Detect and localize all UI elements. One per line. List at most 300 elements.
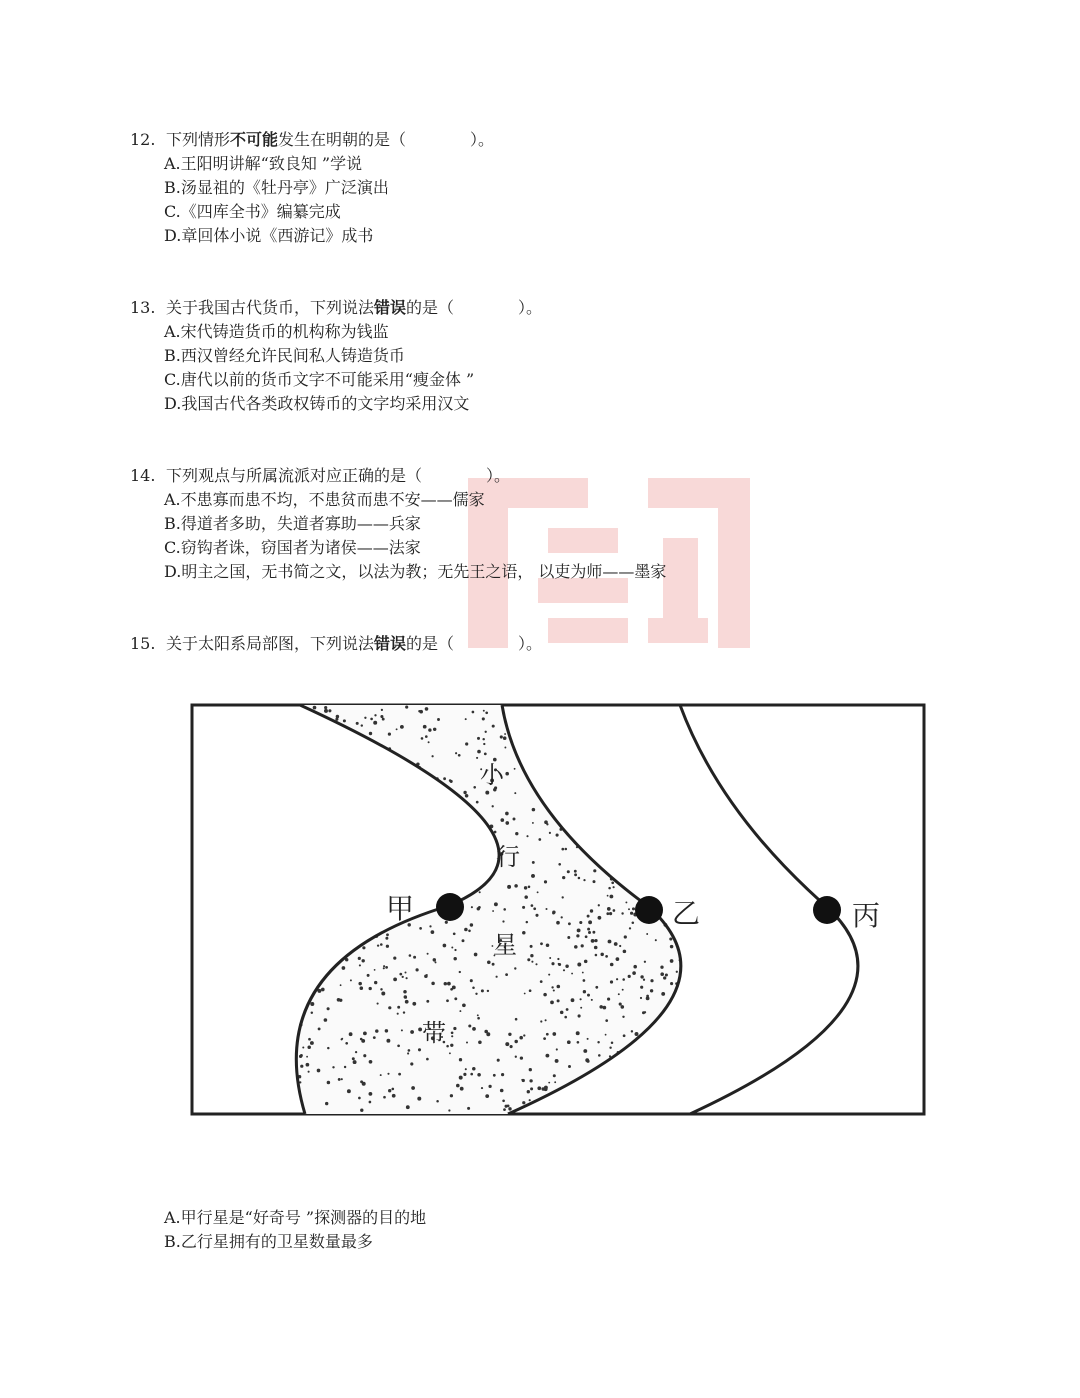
- asteroid-dot: [567, 936, 570, 939]
- asteroid-dot: [382, 718, 385, 721]
- asteroid-dot: [465, 1068, 467, 1070]
- asteroid-dot: [373, 1036, 376, 1039]
- planet-yi: [635, 896, 663, 924]
- asteroid-dot: [337, 998, 341, 1002]
- asteroid-dot: [392, 1094, 396, 1098]
- asteroid-dot: [373, 721, 377, 725]
- emphasis: 错误: [374, 634, 407, 653]
- asteroid-dot: [500, 818, 504, 822]
- asteroid-dot: [327, 1047, 329, 1049]
- asteroid-dot: [565, 965, 568, 968]
- asteroid-dot: [507, 885, 511, 889]
- asteroid-dot: [453, 1027, 456, 1030]
- asteroid-dot: [321, 988, 325, 992]
- asteroid-dot: [562, 876, 565, 879]
- asteroid-dot: [614, 942, 618, 946]
- asteroid-dot: [676, 971, 678, 973]
- asteroid-dot: [324, 709, 328, 713]
- asteroid-dot: [646, 933, 648, 935]
- asteroid-dot: [540, 1020, 542, 1022]
- asteroid-dot: [487, 990, 489, 992]
- asteroid-dot: [473, 786, 476, 789]
- asteroid-dot: [587, 1038, 589, 1040]
- option-c: C.窃钩者诛，窃国者为诸侯——法家: [164, 538, 421, 557]
- asteroid-dot: [388, 1089, 391, 1092]
- asteroid-dot: [470, 1073, 473, 1076]
- asteroid-dot: [407, 1052, 409, 1054]
- question-stem: 13. 关于我国古代货币，下列说法错误的是（ ）。: [130, 296, 542, 320]
- asteroid-dot: [538, 838, 541, 841]
- asteroid-dot: [665, 973, 668, 976]
- asteroid-dot: [358, 1097, 361, 1100]
- asteroid-dot: [485, 731, 487, 733]
- asteroid-dot: [528, 886, 531, 889]
- asteroid-dot: [522, 906, 525, 909]
- asteroid-dot: [405, 1000, 409, 1004]
- asteroid-dot: [470, 979, 473, 982]
- asteroid-dot: [369, 1101, 372, 1104]
- asteroid-dot: [632, 971, 636, 975]
- asteroid-dot: [466, 1042, 468, 1044]
- asteroid-dot: [355, 1051, 357, 1053]
- asteroid-dot: [590, 909, 593, 912]
- asteroid-dot: [635, 1032, 639, 1036]
- asteroid-dot: [610, 963, 614, 967]
- asteroid-dot: [593, 880, 596, 883]
- option-a: A.王阳明讲解“致良知 ”学说: [164, 154, 363, 173]
- asteroid-dot: [549, 832, 551, 834]
- asteroid-dot: [578, 877, 581, 880]
- asteroid-dot: [468, 930, 471, 933]
- asteroid-dot: [544, 1086, 548, 1090]
- asteroid-dot: [633, 965, 637, 969]
- asteroid-dot: [360, 1109, 363, 1112]
- asteroid-dot: [505, 1042, 509, 1046]
- asteroid-dot: [660, 966, 663, 969]
- asteroid-dot: [527, 958, 530, 961]
- asteroid-dot: [478, 906, 481, 909]
- asteroid-dot: [503, 1108, 506, 1111]
- asteroid-dot: [618, 993, 620, 995]
- asteroid-dot: [527, 1090, 530, 1093]
- asteroid-dot: [609, 912, 612, 915]
- asteroid-dot: [607, 998, 610, 1001]
- asteroid-dot: [543, 993, 547, 997]
- asteroid-dot: [388, 733, 391, 736]
- asteroid-dot: [598, 904, 600, 906]
- asteroid-dot: [400, 725, 404, 729]
- asteroid-dot: [558, 963, 560, 965]
- asteroid-dot: [347, 1089, 351, 1093]
- asteroid-dot: [358, 957, 361, 960]
- asteroid-dot: [607, 907, 611, 911]
- asteroid-dot: [377, 1003, 379, 1005]
- option-a: A.不患寡而患不均，不患贫而患不安——儒家: [164, 490, 485, 509]
- asteroid-dot: [362, 959, 365, 962]
- asteroid-dot: [510, 1045, 513, 1048]
- asteroid-dot: [405, 706, 408, 709]
- asteroid-dot: [492, 910, 494, 912]
- asteroid-dot: [367, 974, 370, 977]
- asteroid-dot: [327, 1081, 331, 1085]
- asteroid-dot: [486, 1032, 490, 1036]
- asteroid-dot: [551, 962, 554, 965]
- asteroid-dot: [374, 714, 376, 716]
- asteroid-dot: [503, 736, 507, 740]
- asteroid-dot: [445, 921, 448, 924]
- asteroid-dot: [398, 1073, 401, 1076]
- asteroid-dot: [450, 1044, 453, 1047]
- asteroid-dot: [578, 1014, 581, 1017]
- asteroid-dot: [361, 1039, 365, 1043]
- asteroid-dot: [356, 722, 359, 725]
- asteroid-dot: [369, 987, 372, 990]
- asteroid-dot: [529, 1079, 532, 1082]
- asteroid-dot: [406, 977, 408, 979]
- asteroid-dot: [632, 907, 635, 910]
- asteroid-dot: [429, 925, 431, 927]
- asteroid-dot: [670, 945, 673, 948]
- question-15-options: [130, 1206, 426, 1254]
- asteroid-dot: [583, 979, 586, 982]
- option-d: D.明主之国，无书简之文，以法为教；无先王之语， 以吏为师——墨家: [164, 562, 667, 581]
- asteroid-dot: [401, 1029, 403, 1031]
- asteroid-dot: [546, 943, 550, 947]
- asteroid-dot: [341, 1078, 343, 1080]
- asteroid-dot: [332, 1066, 334, 1068]
- asteroid-dot: [448, 1109, 450, 1111]
- asteroid-dot: [425, 707, 429, 711]
- asteroid-dot: [567, 1040, 571, 1044]
- asteroid-dot: [545, 908, 547, 910]
- asteroid-dot: [344, 1066, 346, 1068]
- asteroid-dot: [471, 906, 473, 908]
- asteroid-dot: [610, 980, 613, 983]
- planet-bing: [813, 896, 841, 924]
- asteroid-dot: [558, 863, 561, 866]
- asteroid-dot: [308, 1038, 311, 1041]
- asteroid-dot: [523, 1034, 525, 1036]
- asteroid-dot: [581, 944, 584, 947]
- asteroid-dot: [450, 1094, 453, 1097]
- asteroid-dot: [504, 747, 506, 749]
- asteroid-dot: [524, 895, 528, 899]
- asteroid-dot: [436, 1100, 439, 1103]
- option-d: D.章回体小说《西游记》成书: [164, 226, 374, 245]
- asteroid-dot: [443, 944, 447, 948]
- asteroid-dot: [459, 1010, 461, 1012]
- asteroid-dot: [644, 961, 646, 963]
- asteroid-dot: [503, 908, 506, 911]
- asteroid-dot: [338, 1078, 341, 1081]
- band-char-1: 小: [480, 761, 504, 789]
- asteroid-dot: [661, 992, 665, 996]
- asteroid-dot: [532, 861, 535, 864]
- asteroid-dot: [302, 1046, 304, 1048]
- asteroid-dot: [413, 956, 416, 959]
- asteroid-dot: [545, 1019, 547, 1021]
- asteroid-dot: [644, 1011, 646, 1013]
- asteroid-dot: [531, 874, 535, 878]
- asteroid-dot: [484, 753, 487, 756]
- asteroid-dot: [431, 755, 433, 757]
- asteroid-dot: [418, 1048, 421, 1051]
- asteroid-dot: [514, 768, 516, 770]
- asteroid-dot: [412, 1002, 416, 1006]
- asteroid-dot: [485, 711, 488, 714]
- asteroid-dot: [567, 870, 570, 873]
- asteroid-dot: [532, 822, 534, 824]
- asteroid-dot: [467, 1107, 470, 1110]
- asteroid-dot: [477, 1014, 479, 1016]
- asteroid-dot: [583, 879, 585, 881]
- asteroid-dot: [623, 950, 627, 954]
- asteroid-dot: [472, 987, 475, 990]
- asteroid-dot: [576, 1031, 580, 1035]
- asteroid-dot: [622, 978, 625, 981]
- asteroid-dot: [363, 1032, 367, 1036]
- asteroid-dot: [571, 973, 573, 975]
- asteroid-dot: [369, 1092, 373, 1096]
- asteroid-dot: [459, 1058, 462, 1061]
- asteroid-dot: [605, 955, 608, 958]
- asteroid-dot: [663, 976, 666, 979]
- emphasis: 错误: [374, 298, 407, 317]
- asteroid-dot: [410, 1030, 414, 1034]
- asteroid-dot: [349, 1032, 353, 1036]
- asteroid-dot: [579, 921, 582, 924]
- asteroid-dot: [599, 1005, 603, 1009]
- asteroid-dot: [514, 792, 516, 794]
- asteroid-dot: [342, 966, 346, 970]
- asteroid-dot: [646, 995, 649, 998]
- asteroid-dot: [577, 1041, 580, 1044]
- asteroid-dot: [410, 1062, 413, 1065]
- asteroid-dot: [514, 884, 518, 888]
- asteroid-dot: [462, 939, 465, 942]
- asteroid-dot: [397, 1013, 399, 1015]
- asteroid-dot: [609, 895, 613, 899]
- asteroid-dot: [588, 920, 592, 924]
- asteroid-dot: [419, 710, 423, 714]
- asteroid-dot: [537, 1086, 541, 1090]
- asteroid-dot: [607, 895, 609, 897]
- asteroid-dot: [556, 834, 559, 837]
- asteroid-dot: [452, 985, 456, 989]
- asteroid-dot: [546, 1033, 549, 1036]
- label-bing: 丙: [852, 899, 881, 932]
- asteroid-dot: [522, 931, 526, 935]
- asteroid-dot: [482, 738, 484, 740]
- asteroid-dot: [623, 1034, 626, 1037]
- asteroid-dot: [532, 808, 536, 812]
- asteroid-dot: [451, 1031, 454, 1034]
- asteroid-dot: [563, 969, 565, 971]
- asteroid-dot: [546, 823, 548, 825]
- asteroid-dot: [513, 818, 516, 821]
- asteroid-dot: [553, 1074, 556, 1077]
- asteroid-dot: [650, 979, 653, 982]
- asteroid-dot: [458, 754, 461, 757]
- asteroid-dot: [424, 975, 428, 979]
- asteroid-dot: [540, 980, 543, 983]
- option-c: C.《四库全书》编纂完成: [164, 202, 341, 221]
- asteroid-dot: [566, 1008, 569, 1011]
- asteroid-dot: [587, 928, 590, 931]
- asteroid-dot: [477, 1073, 481, 1077]
- asteroid-dot: [419, 927, 422, 930]
- asteroid-dot: [584, 960, 588, 964]
- asteroid-dot: [403, 1011, 405, 1013]
- asteroid-dot: [360, 986, 364, 990]
- asteroid-dot: [451, 1035, 453, 1037]
- asteroid-dot: [336, 715, 340, 719]
- asteroid-dot: [317, 1069, 321, 1073]
- asteroid-dot: [619, 945, 621, 947]
- asteroid-dot: [613, 909, 616, 912]
- asteroid-dot: [595, 954, 598, 957]
- asteroid-dot: [605, 1019, 608, 1022]
- asteroid-dot: [454, 949, 456, 951]
- asteroid-dot: [364, 717, 366, 719]
- option-c: C.唐代以前的货币文字不可能采用“瘦金体 ”: [164, 370, 475, 389]
- asteroid-dot: [533, 907, 536, 910]
- asteroid-dot: [505, 812, 509, 816]
- asteroid-dot: [608, 887, 611, 890]
- asteroid-dot: [524, 886, 527, 889]
- asteroid-dot: [472, 1027, 476, 1031]
- asteroid-dot: [449, 779, 452, 782]
- asteroid-dot: [443, 777, 446, 780]
- asteroid-dot: [481, 989, 484, 992]
- asteroid-dot: [405, 972, 407, 974]
- band-char-4: 带: [422, 1019, 446, 1047]
- asteroid-dot: [399, 973, 402, 976]
- asteroid-dot: [531, 961, 533, 963]
- asteroid-dot: [411, 1086, 415, 1090]
- asteroid-dot: [325, 1102, 328, 1105]
- asteroid-dot: [670, 982, 673, 985]
- asteroid-dot: [405, 996, 407, 998]
- asteroid-dot: [393, 978, 397, 982]
- asteroid-dot: [580, 1007, 582, 1009]
- asteroid-dot: [505, 973, 508, 976]
- asteroid-dot: [577, 963, 581, 967]
- asteroid-dot: [611, 881, 614, 884]
- asteroid-dot: [417, 1097, 421, 1101]
- asteroid-dot: [622, 989, 624, 991]
- asteroid-dot: [505, 821, 509, 825]
- asteroid-dot: [598, 1054, 601, 1057]
- asteroid-dot: [515, 1056, 517, 1058]
- option-b: B.西汉曾经允许民间私人铸造货币: [164, 346, 405, 365]
- option-b: B.得道者多助，失道者寡助——兵家: [164, 514, 421, 533]
- asteroid-dot: [524, 993, 526, 995]
- asteroid-dot: [488, 1085, 491, 1088]
- asteroid-dot: [380, 943, 383, 946]
- asteroid-dot: [529, 1068, 532, 1071]
- asteroid-dot: [514, 967, 516, 969]
- asteroid-dot: [496, 976, 498, 978]
- asteroid-dot: [352, 1057, 355, 1060]
- asteroid-dot: [468, 1024, 471, 1027]
- asteroid-dot: [437, 718, 440, 721]
- asteroid-dot: [621, 1005, 625, 1009]
- asteroid-dot: [501, 1073, 504, 1076]
- asteroid-dot: [562, 896, 564, 898]
- asteroid-dot: [574, 870, 577, 873]
- asteroid-dot: [328, 709, 331, 712]
- asteroid-dot: [386, 933, 389, 936]
- asteroid-dot: [408, 1049, 411, 1052]
- asteroid-dot: [552, 1032, 556, 1036]
- asteroid-dot: [341, 1038, 343, 1040]
- label-jia: 甲: [386, 892, 415, 925]
- asteroid-dot: [545, 1054, 549, 1058]
- asteroid-dot: [535, 963, 537, 965]
- asteroid-dot: [345, 1042, 348, 1045]
- asteroid-dot: [481, 1087, 483, 1089]
- asteroid-dot: [622, 1016, 624, 1018]
- asteroid-dot: [537, 891, 539, 893]
- asteroid-dot: [447, 982, 451, 986]
- asteroid-dot: [557, 999, 560, 1002]
- asteroid-dot: [397, 1044, 400, 1047]
- asteroid-dot: [556, 1048, 558, 1050]
- option-b: B.汤显祖的《牡丹亭》广泛演出: [164, 178, 389, 197]
- asteroid-dot: [508, 1033, 511, 1036]
- asteroid-dot: [543, 1037, 546, 1040]
- asteroid-dot: [361, 724, 363, 726]
- asteroid-dot: [470, 923, 473, 926]
- asteroid-dot: [560, 1011, 564, 1015]
- asteroid-dot: [505, 1105, 508, 1108]
- label-yi: 乙: [672, 897, 701, 930]
- asteroid-dot: [477, 750, 481, 754]
- asteroid-dot: [605, 1034, 607, 1036]
- asteroid-dot: [377, 944, 379, 946]
- asteroid-dot: [565, 848, 568, 851]
- asteroid-dot: [479, 891, 481, 893]
- asteroid-dot: [464, 928, 468, 932]
- asteroid-dot: [603, 1006, 607, 1010]
- asteroid-dot: [554, 1081, 556, 1083]
- asteroid-dot: [595, 986, 598, 989]
- asteroid-dot: [493, 1074, 496, 1077]
- asteroid-dot: [313, 706, 317, 710]
- asteroid-dot: [502, 920, 504, 922]
- asteroid-dot: [594, 946, 598, 950]
- asteroid-dot: [459, 971, 461, 973]
- asteroid-dot: [643, 979, 645, 981]
- asteroid-dot: [485, 1094, 489, 1098]
- asteroid-dot: [588, 931, 591, 934]
- question-stem: 15. 关于太阳系局部图，下列说法错误的是（ ）。: [130, 632, 542, 656]
- asteroid-dot: [385, 1029, 388, 1032]
- asteroid-dot: [514, 1040, 517, 1043]
- asteroid-dot: [387, 1073, 389, 1075]
- asteroid-dot: [583, 1049, 587, 1053]
- asteroid-dot: [571, 998, 575, 1002]
- asteroid-dot: [669, 937, 672, 940]
- asteroid-dot: [359, 964, 361, 966]
- option-b: B.乙行星拥有的卫星数量最多: [164, 1232, 373, 1251]
- asteroid-dot: [504, 733, 506, 735]
- asteroid-dot: [460, 1087, 464, 1091]
- asteroid-dot: [628, 908, 630, 910]
- question-number: 12.: [130, 130, 156, 149]
- asteroid-dot: [553, 989, 555, 991]
